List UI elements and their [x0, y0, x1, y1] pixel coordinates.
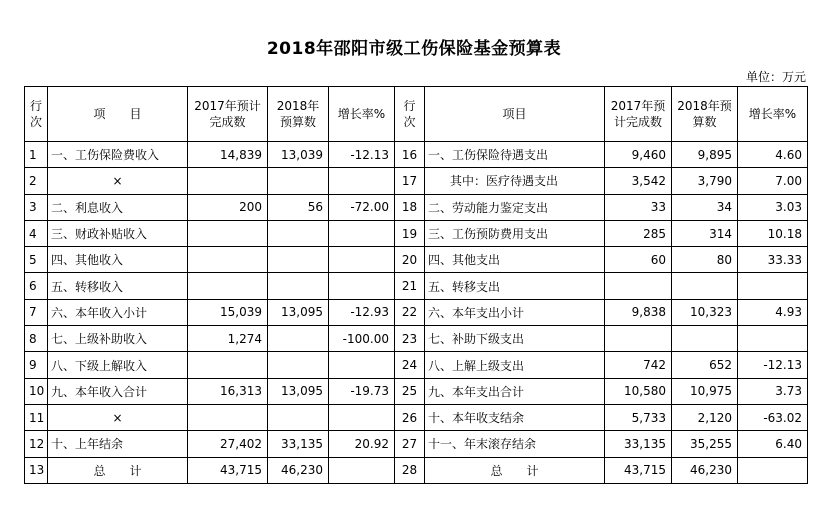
expense-budget2018: 10,323 [672, 299, 738, 325]
income-item: 二、利息收入 [48, 194, 188, 220]
income-growth [329, 404, 395, 430]
expense-est2017: 33,135 [605, 431, 672, 457]
table-row [25, 378, 808, 404]
total-row [25, 457, 808, 483]
row-number: 3 [25, 194, 48, 220]
expense-est2017: 60 [605, 247, 672, 273]
expense-est2017: 5,733 [605, 404, 672, 430]
row-number: 12 [25, 431, 48, 457]
income-item: 十、上年结余 [48, 431, 188, 457]
table-row [25, 194, 808, 220]
expense-total-label: 总 计 [425, 457, 605, 483]
expense-budget2018: 35,255 [672, 431, 738, 457]
row-number-2: 25 [395, 378, 425, 404]
table-row [25, 352, 808, 378]
income-budget2018 [268, 273, 329, 299]
income-est2017 [188, 352, 268, 378]
expense-est2017 [605, 273, 672, 299]
income-est2017: 43,715 [188, 457, 268, 483]
expense-growth: -63.02 [738, 404, 808, 430]
row-number-2: 28 [395, 457, 425, 483]
row-number-2: 18 [395, 194, 425, 220]
expense-budget2018: 652 [672, 352, 738, 378]
row-number-2: 22 [395, 299, 425, 325]
expense-growth: 4.60 [738, 142, 808, 168]
income-est2017 [188, 247, 268, 273]
expense-growth [738, 273, 808, 299]
income-item: 一、工伤保险费收入 [48, 142, 188, 168]
income-growth [329, 457, 395, 483]
income-est2017: 27,402 [188, 431, 268, 457]
income-est2017: 1,274 [188, 326, 268, 352]
income-budget2018: 46,230 [268, 457, 329, 483]
income-est2017 [188, 404, 268, 430]
income-item: × [48, 404, 188, 430]
header-growth: 增长率% [329, 87, 395, 142]
expense-budget2018: 2,120 [672, 404, 738, 430]
header-seq: 行次 [25, 87, 48, 142]
expense-est2017: 3,542 [605, 168, 672, 194]
income-item: 五、转移收入 [48, 273, 188, 299]
expense-budget2018: 314 [672, 220, 738, 246]
table-row [25, 404, 808, 430]
header-est2017: 2017年预计完成数 [188, 87, 268, 142]
row-number: 9 [25, 352, 48, 378]
row-number: 5 [25, 247, 48, 273]
income-budget2018: 13,095 [268, 378, 329, 404]
income-est2017: 15,039 [188, 299, 268, 325]
row-number-2: 26 [395, 404, 425, 430]
income-growth: -19.73 [329, 378, 395, 404]
table-body [25, 142, 808, 484]
row-number: 6 [25, 273, 48, 299]
expense-growth [738, 457, 808, 483]
row-number-2: 24 [395, 352, 425, 378]
row-number-2: 20 [395, 247, 425, 273]
income-budget2018: 13,039 [268, 142, 329, 168]
header-item-2: 项目 [425, 87, 605, 142]
income-growth: 20.92 [329, 431, 395, 457]
expense-item: 五、转移支出 [425, 273, 605, 299]
expense-growth: 33.33 [738, 247, 808, 273]
row-number: 2 [25, 168, 48, 194]
expense-est2017 [605, 326, 672, 352]
header-budget2018-2: 2018年预算数 [672, 87, 738, 142]
income-budget2018 [268, 404, 329, 430]
row-number: 11 [25, 404, 48, 430]
income-item: 三、财政补贴收入 [48, 220, 188, 246]
table-row [25, 273, 808, 299]
income-growth: -72.00 [329, 194, 395, 220]
income-growth [329, 352, 395, 378]
income-budget2018 [268, 220, 329, 246]
income-item: × [48, 168, 188, 194]
row-number-2: 17 [395, 168, 425, 194]
table-row [25, 326, 808, 352]
income-est2017: 14,839 [188, 142, 268, 168]
table-row [25, 168, 808, 194]
expense-item: 十一、年末滚存结余 [425, 431, 605, 457]
expense-growth: 10.18 [738, 220, 808, 246]
expense-est2017: 285 [605, 220, 672, 246]
expense-growth: 7.00 [738, 168, 808, 194]
income-item: 四、其他收入 [48, 247, 188, 273]
row-number: 10 [25, 378, 48, 404]
income-budget2018 [268, 168, 329, 194]
income-growth [329, 247, 395, 273]
unit-label: 单位：万元 [745, 70, 806, 84]
expense-item: 六、本年支出小计 [425, 299, 605, 325]
expense-growth: 4.93 [738, 299, 808, 325]
expense-est2017: 43,715 [605, 457, 672, 483]
expense-budget2018: 34 [672, 194, 738, 220]
expense-growth: -12.13 [738, 352, 808, 378]
expense-item: 四、其他支出 [425, 247, 605, 273]
income-budget2018: 56 [268, 194, 329, 220]
expense-budget2018: 9,895 [672, 142, 738, 168]
header-seq-2: 行次 [395, 87, 425, 142]
income-est2017 [188, 273, 268, 299]
income-est2017 [188, 220, 268, 246]
expense-item: 三、工伤预防费用支出 [425, 220, 605, 246]
income-budget2018: 33,135 [268, 431, 329, 457]
table-row [25, 142, 808, 168]
income-growth: -12.93 [329, 299, 395, 325]
expense-est2017: 9,838 [605, 299, 672, 325]
expense-item: 一、工伤保险待遇支出 [425, 142, 605, 168]
expense-item: 二、劳动能力鉴定支出 [425, 194, 605, 220]
income-item: 九、本年收入合计 [48, 378, 188, 404]
income-est2017: 16,313 [188, 378, 268, 404]
expense-item: 八、上解上级支出 [425, 352, 605, 378]
expense-est2017: 33 [605, 194, 672, 220]
expense-est2017: 742 [605, 352, 672, 378]
income-total-label: 总 计 [48, 457, 188, 483]
expense-budget2018: 10,975 [672, 378, 738, 404]
row-number: 4 [25, 220, 48, 246]
row-number-2: 21 [395, 273, 425, 299]
page-title: 2018年邵阳市级工伤保险基金预算表 [266, 39, 562, 59]
income-est2017 [188, 168, 268, 194]
row-number: 13 [25, 457, 48, 483]
income-budget2018 [268, 352, 329, 378]
income-est2017: 200 [188, 194, 268, 220]
expense-budget2018 [672, 326, 738, 352]
income-growth: -12.13 [329, 142, 395, 168]
income-item: 七、上级补助收入 [48, 326, 188, 352]
table-row [25, 247, 808, 273]
table-row [25, 431, 808, 457]
expense-budget2018 [672, 273, 738, 299]
income-growth [329, 168, 395, 194]
row-number: 7 [25, 299, 48, 325]
row-number: 1 [25, 142, 48, 168]
expense-growth: 6.40 [738, 431, 808, 457]
header-budget2018: 2018年预算数 [268, 87, 329, 142]
expense-budget2018: 46,230 [672, 457, 738, 483]
row-number-2: 16 [395, 142, 425, 168]
expense-budget2018: 80 [672, 247, 738, 273]
table-row [25, 220, 808, 246]
expense-item: 其中：医疗待遇支出 [425, 168, 605, 194]
budget-table [24, 86, 808, 484]
income-item: 六、本年收入小计 [48, 299, 188, 325]
income-budget2018 [268, 326, 329, 352]
table-header-row [25, 87, 808, 142]
expense-est2017: 9,460 [605, 142, 672, 168]
income-growth: -100.00 [329, 326, 395, 352]
income-budget2018: 13,095 [268, 299, 329, 325]
expense-item: 十、本年收支结余 [425, 404, 605, 430]
expense-budget2018: 3,790 [672, 168, 738, 194]
expense-growth: 3.73 [738, 378, 808, 404]
header-growth-2: 增长率% [738, 87, 808, 142]
expense-growth: 3.03 [738, 194, 808, 220]
expense-growth [738, 326, 808, 352]
income-budget2018 [268, 247, 329, 273]
expense-est2017: 10,580 [605, 378, 672, 404]
header-est2017-2: 2017年预计完成数 [605, 87, 672, 142]
header-item: 项 目 [48, 87, 188, 142]
expense-item: 九、本年支出合计 [425, 378, 605, 404]
table-row [25, 299, 808, 325]
expense-item: 七、补助下级支出 [425, 326, 605, 352]
row-number-2: 23 [395, 326, 425, 352]
income-growth [329, 273, 395, 299]
row-number-2: 27 [395, 431, 425, 457]
row-number: 8 [25, 326, 48, 352]
income-growth [329, 220, 395, 246]
income-item: 八、下级上解收入 [48, 352, 188, 378]
row-number-2: 19 [395, 220, 425, 246]
